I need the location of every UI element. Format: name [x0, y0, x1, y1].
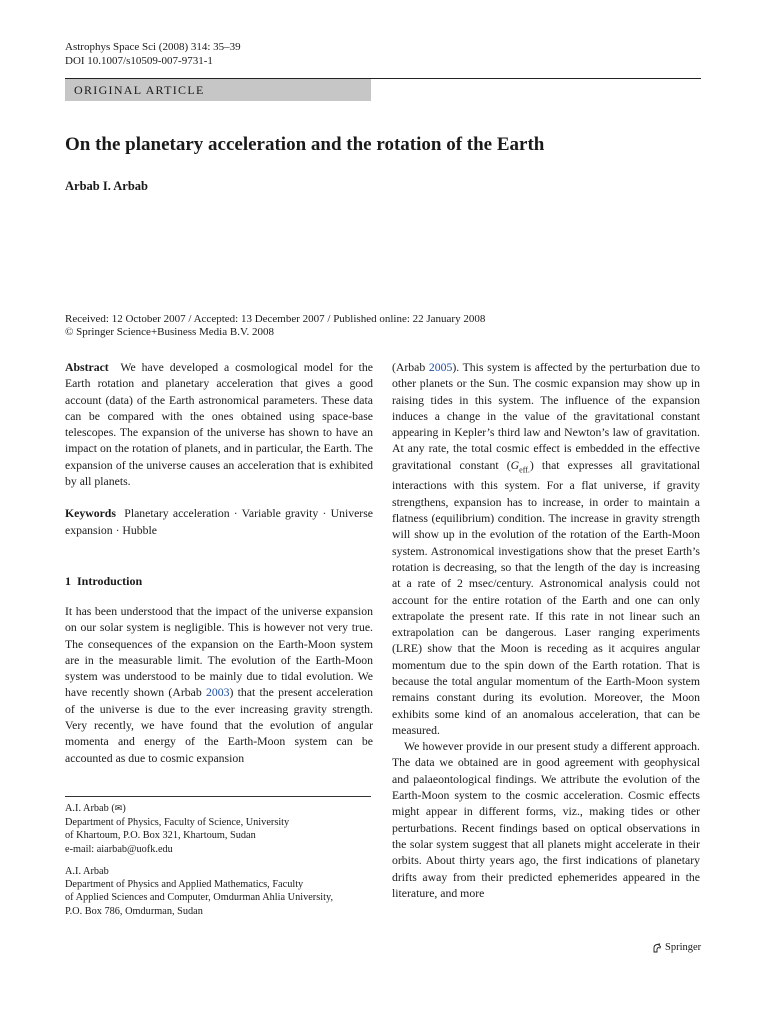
- publisher-footer: [652, 942, 701, 953]
- citation-link-2003[interactable]: 2003: [205, 686, 230, 700]
- right-paragraph-2: We however provide in our present study a different approach. The data we obtained are in good agreement with geophysical and palaeontological findings. We attribute the evolution of the Earth-Moon system to the cosmic acceleration. Cosmic effects might appear in different forms, viz., making tides or other perturbations. Recent findings based on optical observations in the solar system suggest that all planets might accelerate in their orbits. About thirty years ago, the first indications of planetary drifts away from their predicted ephemerides appeared in the literature, and more: [392, 740, 700, 900]
- springer-horse-icon: [652, 943, 662, 953]
- affiliation-line: of Khartoum, P.O. Box 321, Khartoum, Sudan: [65, 830, 256, 842]
- introduction-body: [65, 604, 373, 767]
- g-subscript: eff.: [519, 465, 530, 475]
- affiliation-line: P.O. Box 786, Omdurman, Sudan: [65, 905, 203, 917]
- envelope-icon: ✉: [114, 804, 123, 814]
- publisher-name: Springer: [665, 942, 702, 953]
- abstract-text: We have developed a cosmological model for the Earth rotation and planetary acceleration that gives a good account (data) of the Earth astronomical parameters. These data can be compared with the ones obtained using space-base telescopes. The expansion of the universe has shown to have an impact on the rotation of planets, and in particular, the Earth. The expansion of the universe causes an acceleration that is exhibited by all planets.: [65, 361, 374, 489]
- affiliation-line: Department of Physics and Applied Mathematics, Faculty: [65, 879, 304, 891]
- affiliation-email[interactable]: e-mail: aiarbab@uofk.edu: [65, 843, 173, 855]
- abstract-label: Abstract: [65, 361, 109, 374]
- received-accepted-line: Received: 12 October 2007 / Accepted: 13 December 2007 / Published online: 22 January 2008: [65, 313, 486, 325]
- keywords: [65, 506, 373, 539]
- affiliation-line: Department of Physics, Faculty of Science, University: [65, 817, 290, 829]
- right-text-part: (Arbab: [392, 361, 429, 374]
- affiliation-2: [65, 865, 375, 918]
- keywords-text: Planetary acceleration · Variable gravity · Universe expansion · Hubble: [65, 507, 373, 537]
- article-type-banner: ORIGINAL ARTICLE: [65, 79, 371, 101]
- affiliation-1: [65, 802, 375, 856]
- intro-paragraph: [65, 604, 373, 767]
- author-name: Arbab I. Arbab: [65, 179, 149, 193]
- affiliation-name-end: ): [122, 803, 126, 814]
- journal-citation: Astrophys Space Sci (2008) 314: 35–39: [65, 41, 241, 53]
- right-text-part: ). This system is affected by the perturbation due to other planets or the Sun. The cosmic expansion may show up in raising tides in this system. The influence of the expansion induces a change in the value of the gravitational constant appearing in Kepler’s third law and Newton’s law of gravitation. At any rate, the total cosmic effect is embedded in the effective gravitational constant (: [392, 361, 700, 472]
- abstract: [65, 360, 373, 490]
- publication-dates: [65, 313, 485, 339]
- affiliation-name-text: A.I. Arbab (: [65, 803, 115, 814]
- intro-text-part: It has been understood that the impact of the universe expansion on our solar system is negligible. This is however not very true. The consequences of the expansion on the Earth-Moon system are in the measurable limit. The evolution of the Earth-Moon system was understood to be mainly due to tidal evolution. We have recently shown (Arbab: [65, 605, 373, 700]
- left-column-top: [65, 360, 373, 539]
- keywords-label: Keywords: [65, 507, 116, 521]
- affiliation-name: A.I. Arbab: [65, 866, 109, 877]
- section-heading: [65, 574, 142, 589]
- copyright-line: © Springer Science+Business Media B.V. 2008: [65, 326, 274, 338]
- affiliation-line: of Applied Sciences and Computer, Omdurman Ahlia University,: [65, 892, 334, 904]
- affiliation-name: [65, 802, 375, 816]
- right-column: [392, 360, 700, 902]
- section-title: Introduction: [77, 574, 143, 588]
- right-text-part: ) that expresses all gravitational interactions with this system. For a flat universe, if gravity strengthens, expansion has to increase, in order to maintain a flatness (equilibrium) condition. The increase in gravity strength will show up in the evolution of the rotation of the Earth-Moon system. Astronomical investigations show that the preset Earth’s rotation is decreasing, so that the length of the day is increasing at a rate of 2 msec/century. Astronomical analysis could not account for the entire rotation of the Earth and one can only extrapolate the present rate. If this rate in not linear such an extrapolation can be dangerous. Laser ranging experiments (LRE) show that the Moon is receding as it acquires angular momentum due to the spin down of the Earth rotation. That is because the total angular momentum of the Earth-Moon system remains constant during its evolution. Moreover, the Moon exhibits some kind of an anomalous acceleration, that can be measured.: [392, 458, 701, 737]
- footnote-rule: [65, 796, 371, 797]
- intro-text-part: ) that the present acceleration of the universe is due to the ever increasing gravity strength. Very recently, we have found that the evolution of angular momenta and energy of the Earth-Moon system can be accounted as due to cosmic expansion: [65, 686, 373, 765]
- journal-doi: DOI 10.1007/s10509-007-9731-1: [65, 55, 213, 67]
- right-paragraph-1: [392, 360, 700, 739]
- g-symbol: G: [510, 458, 520, 472]
- section-number: 1: [65, 574, 71, 588]
- citation-link-2005[interactable]: 2005: [428, 361, 453, 374]
- article-title: On the planetary acceleration and the rotation of the Earth: [65, 134, 545, 155]
- journal-header: [65, 40, 241, 68]
